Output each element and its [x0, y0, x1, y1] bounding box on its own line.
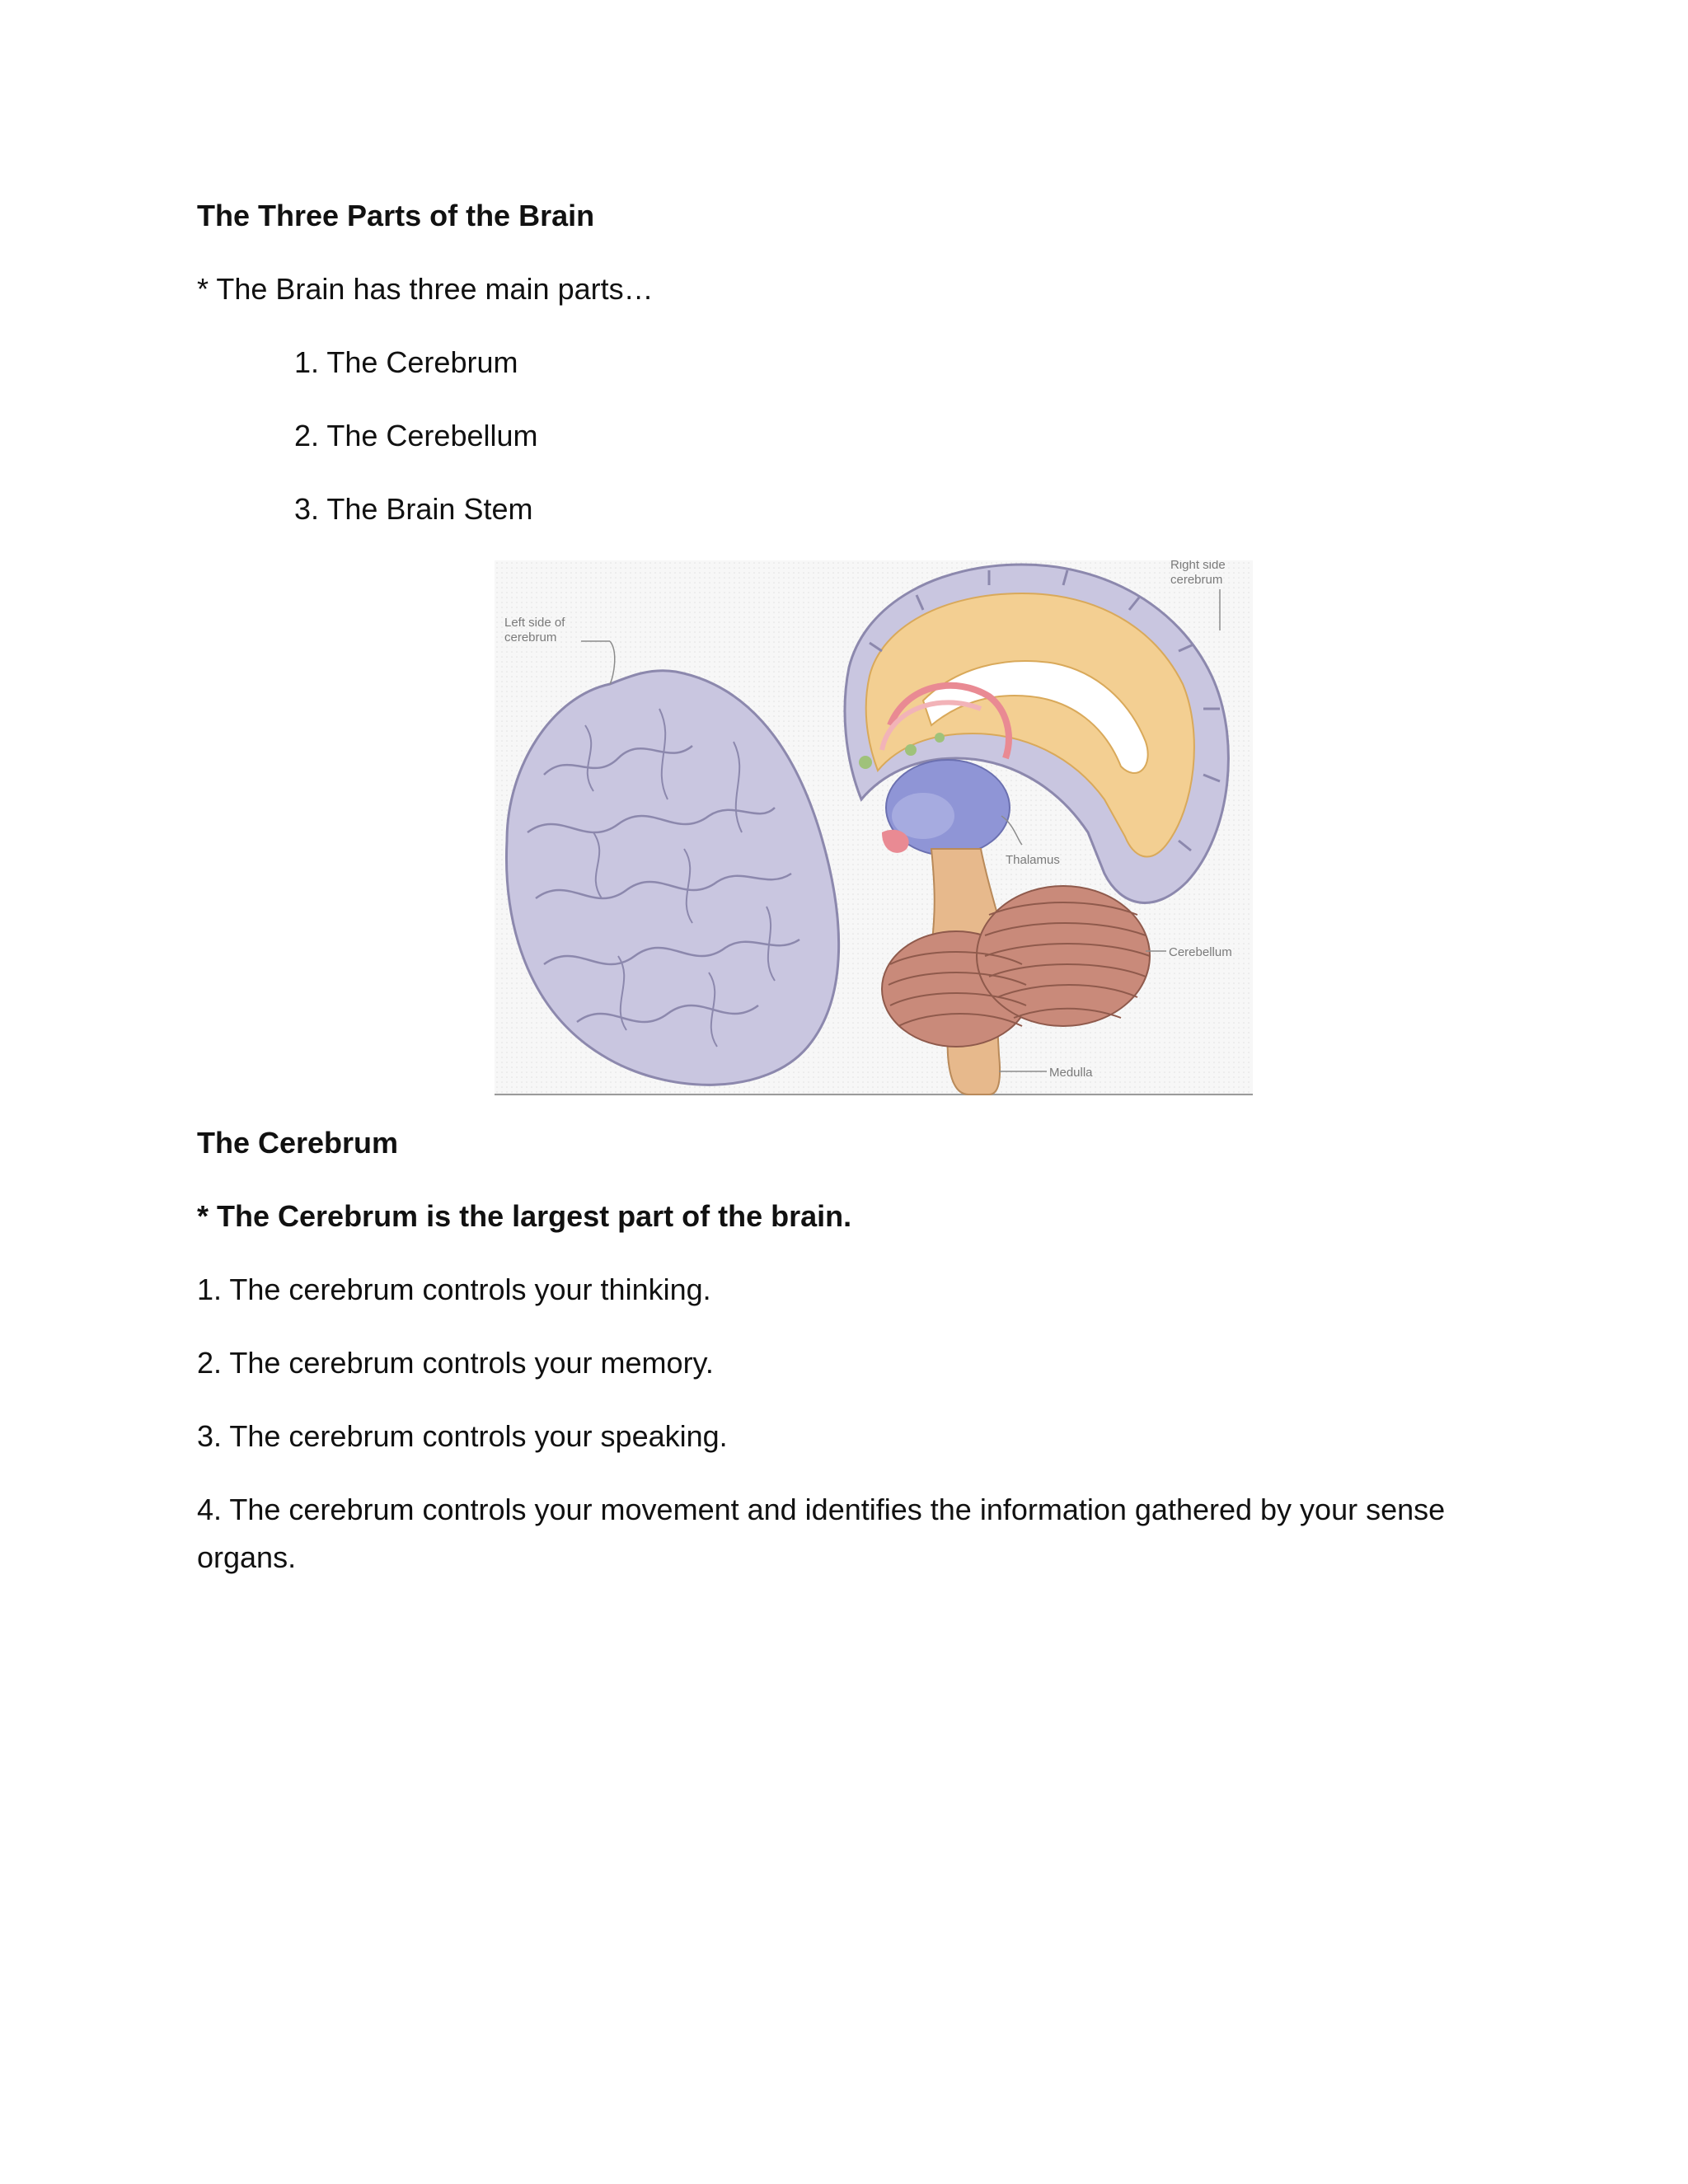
- label-left-cerebrum-2: cerebrum: [504, 630, 557, 644]
- intro-bullet: * The Brain has three main parts…: [197, 272, 654, 306]
- nerve-node-1: [859, 756, 872, 769]
- cerebrum-point-3: 3. The cerebrum controls your speaking.: [197, 1419, 728, 1453]
- label-thalamus: Thalamus: [1006, 853, 1060, 867]
- label-left-cerebrum-1: Left side of: [504, 616, 565, 630]
- label-cerebellum: Cerebellum: [1169, 945, 1232, 959]
- cerebrum-point-4: 4. The cerebrum controls your movement and identifies the information gathered by your sense organs.: [197, 1493, 1446, 1574]
- cerebrum-point-2: 2. The cerebrum controls your memory.: [197, 1346, 714, 1380]
- nerve-node-3: [935, 733, 945, 743]
- brain-diagram-svg: [495, 560, 1253, 1096]
- nerve-node-2: [905, 744, 917, 756]
- brain-illustration: [495, 560, 1253, 1096]
- label-medulla: Medulla: [1049, 1066, 1093, 1080]
- part-item-cerebellum: 2. The Cerebellum: [294, 419, 538, 452]
- part-item-cerebrum: 1. The Cerebrum: [294, 345, 518, 379]
- section-heading-three-parts: The Three Parts of the Brain: [197, 199, 595, 232]
- part-item-brain-stem: 3. The Brain Stem: [294, 492, 533, 526]
- label-right-cerebrum-1: Right side: [1170, 560, 1226, 572]
- cerebrum-lead: * The Cerebrum is the largest part of the brain.: [197, 1199, 852, 1233]
- label-right-cerebrum-2: cerebrum: [1170, 573, 1223, 587]
- section-heading-cerebrum: The Cerebrum: [197, 1126, 399, 1160]
- cerebrum-point-1: 1. The cerebrum controls your thinking.: [197, 1272, 711, 1306]
